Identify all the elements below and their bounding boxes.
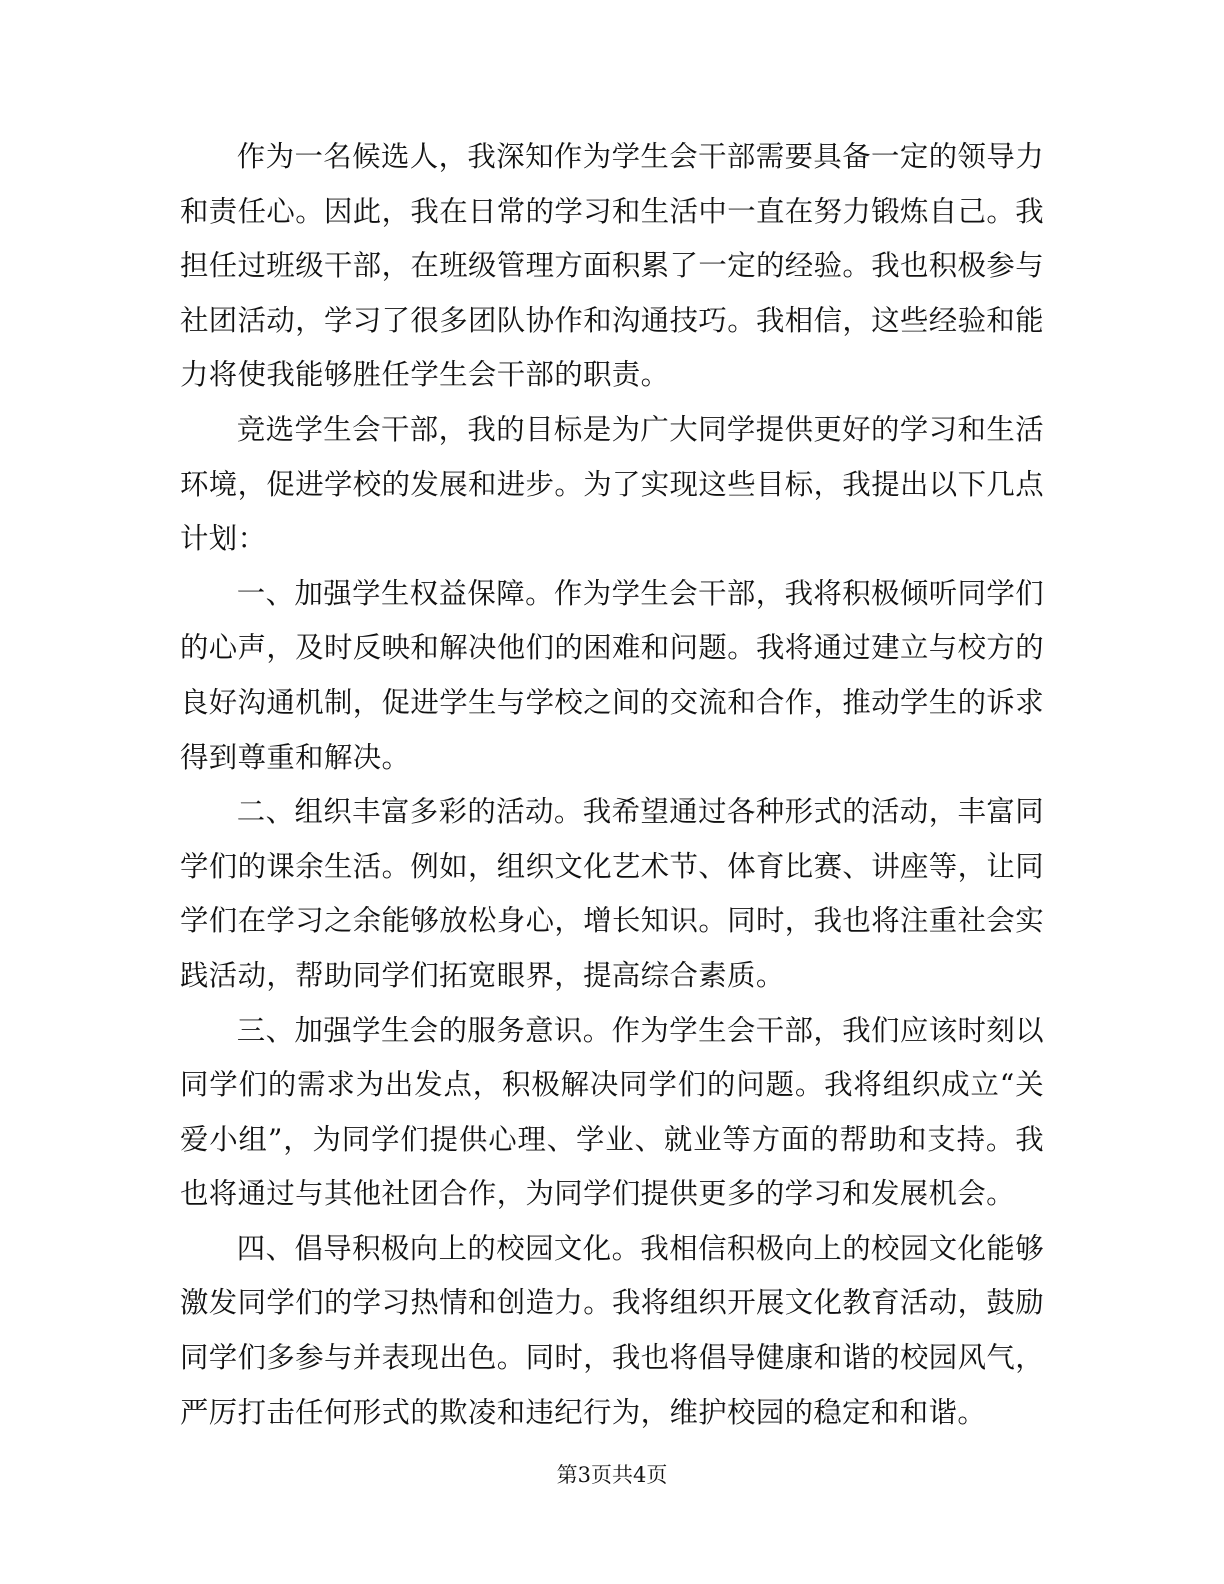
- paragraph-campaign-goal: 竞选学生会干部，我的目标是为广大同学提供更好的学习和生活环境，促进学校的发展和进步。为了实现这些目标，我提出以下几点计划：: [180, 412, 1044, 556]
- paragraph-plan-activities: 二、组织丰富多彩的活动。我希望通过各种形式的活动，丰富同学们的课余生活。例如，组织文化艺术节、体育比赛、讲座等，让同学们在学习之余能够放松身心，增长知识。同时，我也将注重社会实践活动，帮助同学们拓宽眼界，提高综合素质。: [180, 795, 1044, 992]
- document-body: [180, 130, 1044, 1440]
- paragraph-candidate-experience: 作为一名候选人，我深知作为学生会干部需要具备一定的领导力和责任心。因此，我在日常的学习和生活中一直在努力锻炼自己。我担任过班级干部，在班级管理方面积累了一定的经验。我也积极参与社团活动，学习了很多团队协作和沟通技巧。我相信，这些经验和能力将使我能够胜任学生会干部的职责。: [180, 140, 1044, 392]
- page-number-footer: 第3页共4页: [556, 1463, 668, 1487]
- paragraph-plan-rights: 一、加强学生权益保障。作为学生会干部，我将积极倾听同学们的心声，及时反映和解决他们的困难和问题。我将通过建立与校方的良好沟通机制，促进学生与学校之间的交流和合作，推动学生的诉求得到尊重和解决。: [180, 576, 1044, 774]
- paragraph-plan-service: 三、加强学生会的服务意识。作为学生会干部，我们应该时刻以同学们的需求为出发点，积极解决同学们的问题。我将组织成立“关爱小组”，为同学们提供心理、学业、就业等方面的帮助和支持。我也将通过与其他社团合作，为同学们提供更多的学习和发展机会。: [180, 1013, 1044, 1211]
- paragraph-plan-culture: 四、倡导积极向上的校园文化。我相信积极向上的校园文化能够激发同学们的学习热情和创造力。我将组织开展文化教育活动，鼓励同学们多参与并表现出色。同时，我也将倡导健康和谐的校园风气，严厉打击任何形式的欺凌和违纪行为，维护校园的稳定和和谐。: [180, 1231, 1044, 1429]
